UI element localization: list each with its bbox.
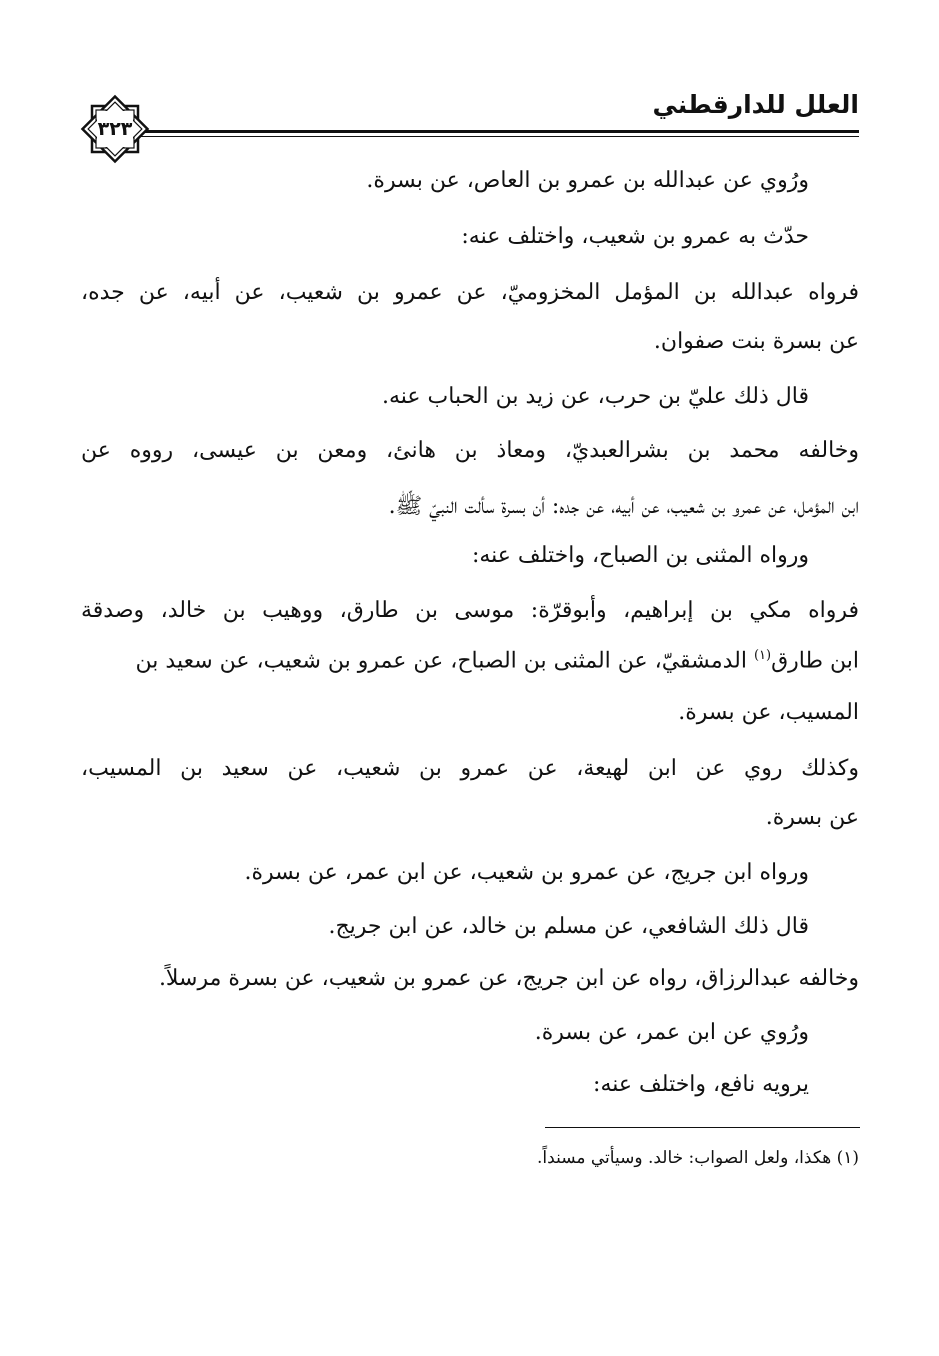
text-line: عن بسرة بنت صفوان. [653,329,859,354]
text-line: فرواه عبدالله بن المؤمل المخزوميّ، عن عمرو بن شعيب، عن أبيه، عن جده، [81,280,859,305]
page-number-badge [80,94,150,164]
text-line: قال ذلك عليّ بن حرب، عن زيد بن الحباب عنه. [381,384,809,409]
text-line: المسيب، عن بسرة. [678,700,859,725]
text-line [81,648,859,673]
footnote-divider [545,1127,860,1128]
footnote: (١) هكذا، ولعل الصواب: خالد. وسيأتي مسنداً. [537,1148,859,1168]
text-line: وكذلك روي عن ابن لهيعة، عن عمرو بن شعيب، عن سعيد بن المسيب، [81,756,859,781]
text-line: ورواه المثنى بن الصباح، واختلف عنه: [471,543,809,568]
text-line: ابن المؤمل، عن عمرو بن شعيب، عن أبيه، عن جده: أن بسرة سألت النبيّ ﷺ. [388,494,859,519]
text-line: ورواه ابن جريج، عن عمرو بن شعيب، عن ابن عمر، عن بسرة. [244,860,809,885]
text-segment: ابن طارق [771,648,859,674]
footnote-marker: (١) [753,648,772,663]
header-rule [140,130,859,140]
page-number: ٣٢٣ [97,118,133,140]
running-header-title: العلل للدارقطني [652,90,859,119]
text-line: وخالفه محمد بن بشرالعبديّ، ومعاذ بن هانئ، ومعن بن عيسى، رووه عن [81,438,859,463]
text-line: عن بسرة. [765,805,859,830]
text-line: يرويه نافع، واختلف عنه: [593,1072,809,1097]
text-line: ورُوي عن عبدالله بن عمرو بن العاص، عن بسرة. [366,168,809,193]
text-line: حدّث به عمرو بن شعيب، واختلف عنه: [461,224,809,249]
text-line: وخالفه عبدالرزاق، رواه عن ابن جريج، عن عمرو بن شعيب، عن بسرة مرسلاً. [158,966,859,991]
text-line: قال ذلك الشافعي، عن مسلم بن خالد، عن ابن جريج. [328,914,809,939]
text-line: ورُوي عن ابن عمر، عن بسرة. [534,1020,809,1045]
text-line: فرواه مكي بن إبراهيم، وأبوقرّة: موسى بن طارق، ووهيب بن خالد، وصدقة [81,598,859,623]
text-segment: الدمشقيّ، عن المثنى بن الصباح، عن عمرو بن شعيب، عن سعيد بن [135,648,747,674]
